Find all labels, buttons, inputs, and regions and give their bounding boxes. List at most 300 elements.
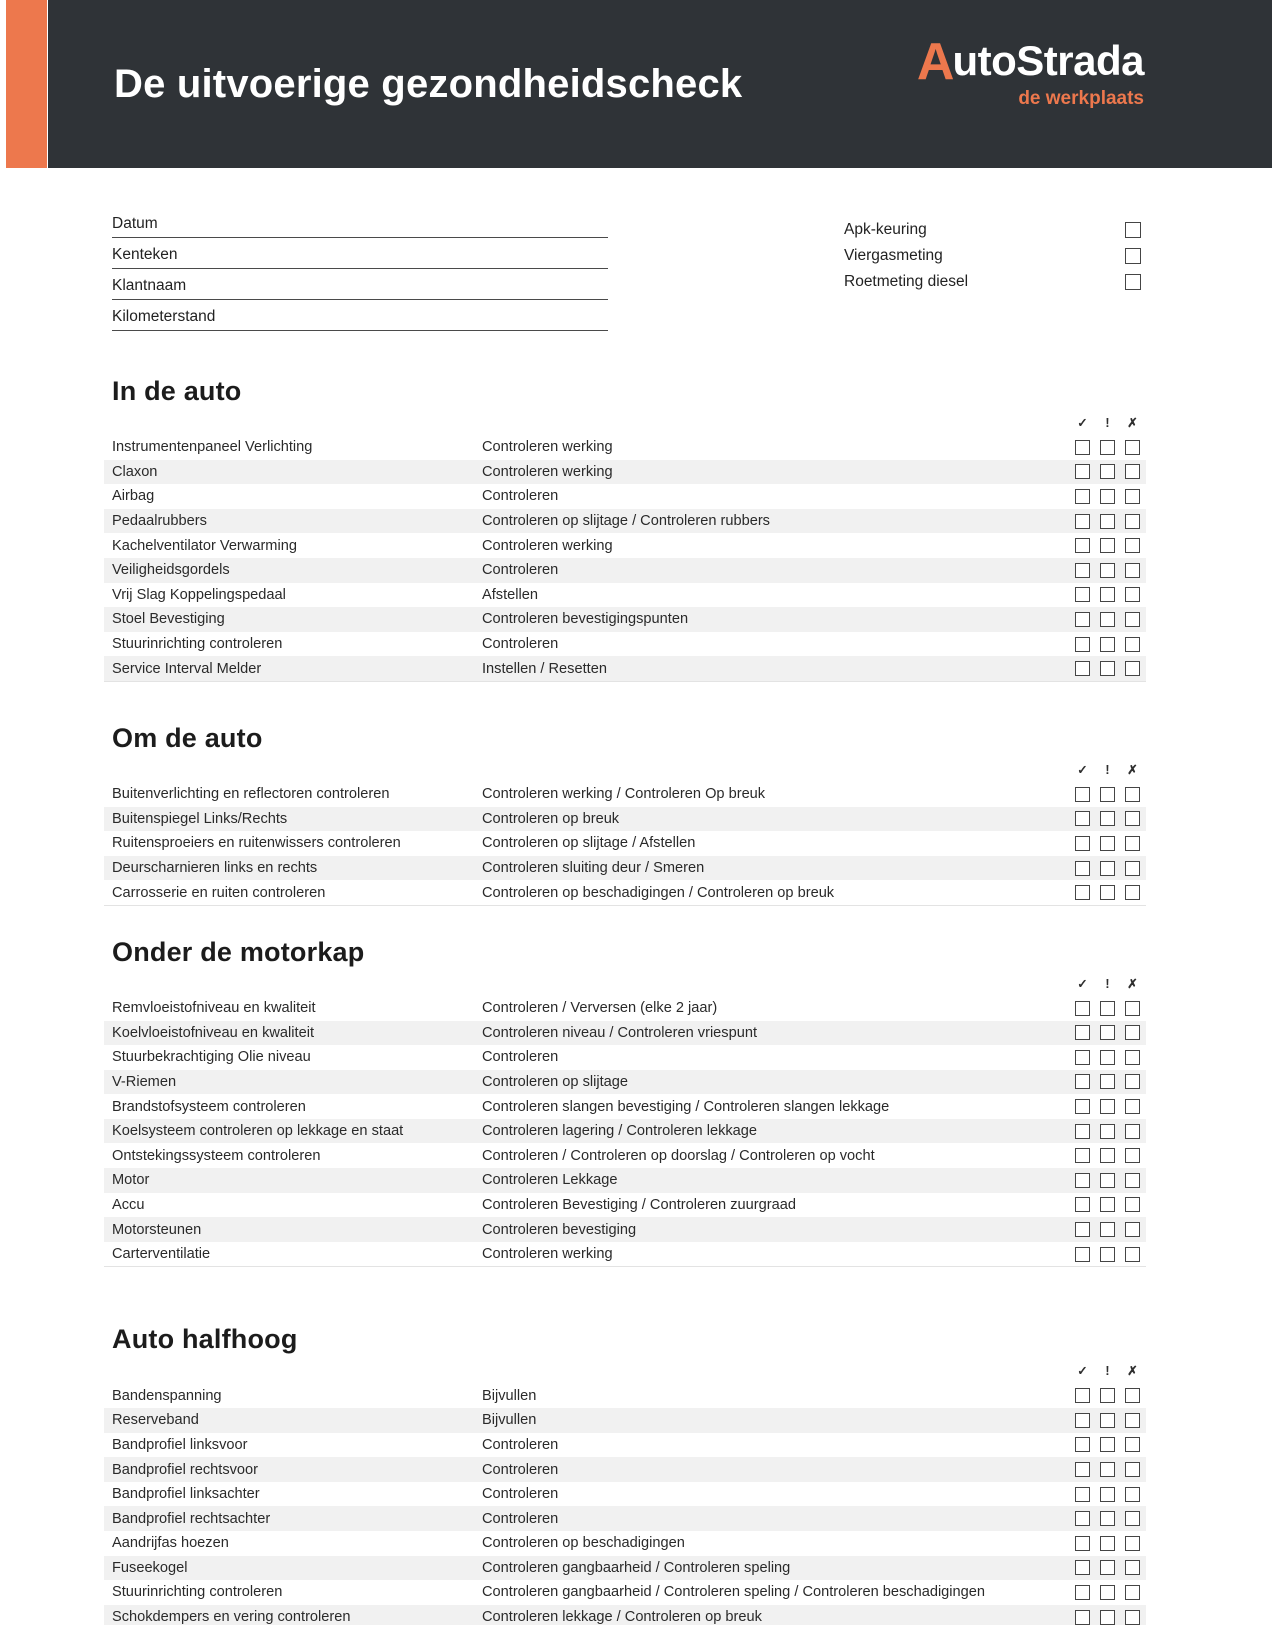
section-0 — [0, 375, 1280, 682]
ok-checkbox[interactable] — [1075, 1148, 1090, 1163]
row-action-label: Controleren werking — [482, 537, 613, 554]
attention-checkbox[interactable] — [1100, 538, 1115, 553]
fail-checkbox[interactable] — [1125, 885, 1140, 900]
attention-checkbox[interactable] — [1100, 1074, 1115, 1089]
form-fields — [112, 215, 608, 339]
ok-checkbox[interactable] — [1075, 1413, 1090, 1428]
row-item-label: Motorsteunen — [112, 1221, 202, 1238]
attention-checkbox[interactable] — [1100, 440, 1115, 455]
row-checkboxes — [1075, 1536, 1140, 1551]
extra-checkbox[interactable] — [1125, 274, 1141, 290]
section-rows — [104, 1383, 1146, 1625]
ok-checkbox[interactable] — [1075, 514, 1090, 529]
extra-check-row — [844, 243, 1141, 269]
checklist-row — [104, 460, 1146, 485]
ok-checkbox[interactable] — [1075, 1462, 1090, 1477]
fail-checkbox[interactable] — [1125, 1247, 1140, 1262]
fail-checkbox[interactable] — [1125, 1487, 1140, 1502]
field-label: Kilometerstand — [112, 308, 216, 325]
section-2 — [0, 936, 1280, 1268]
accent-stripe — [6, 0, 47, 168]
row-checkboxes — [1075, 637, 1140, 652]
ok-checkbox[interactable] — [1075, 464, 1090, 479]
attention-checkbox[interactable] — [1100, 836, 1115, 851]
checklist-row — [104, 583, 1146, 608]
row-action-label: Controleren op slijtage / Controleren rubbers — [482, 513, 770, 530]
fail-checkbox[interactable] — [1125, 1050, 1140, 1065]
fail-checkbox[interactable] — [1125, 1511, 1140, 1526]
ok-checkbox[interactable] — [1075, 861, 1090, 876]
row-item-label: Deurscharnieren links en rechts — [112, 860, 318, 877]
ok-checkbox[interactable] — [1075, 1247, 1090, 1262]
attention-checkbox[interactable] — [1100, 1511, 1115, 1526]
row-action-label: Controleren niveau / Controleren vriespunt — [482, 1024, 758, 1041]
ok-checkbox[interactable] — [1075, 1487, 1090, 1502]
fail-checkbox[interactable] — [1125, 1025, 1140, 1040]
attention-checkbox[interactable] — [1100, 464, 1115, 479]
row-checkboxes — [1075, 440, 1140, 455]
ok-checkbox[interactable] — [1075, 440, 1090, 455]
attention-checkbox[interactable] — [1100, 1222, 1115, 1237]
fail-checkbox[interactable] — [1125, 1560, 1140, 1575]
fail-checkbox[interactable] — [1125, 1148, 1140, 1163]
ok-checkbox[interactable] — [1075, 1173, 1090, 1188]
checklist-row — [104, 1143, 1146, 1168]
row-checkboxes — [1075, 1560, 1140, 1575]
checklist-row — [104, 1242, 1146, 1267]
row-action-label: Controleren bevestiging — [482, 1221, 637, 1238]
row-checkboxes — [1075, 1124, 1140, 1139]
checklist-row — [104, 807, 1146, 832]
checklist-row — [104, 435, 1146, 460]
row-item-label: Motor — [112, 1172, 150, 1189]
ok-checkbox[interactable] — [1075, 1050, 1090, 1065]
fail-checkbox[interactable] — [1125, 1001, 1140, 1016]
row-action-label: Afstellen — [482, 586, 538, 603]
attention-checkbox[interactable] — [1100, 1560, 1115, 1575]
ok-checkbox[interactable] — [1075, 811, 1090, 826]
check-icon: ✓ — [1077, 762, 1088, 777]
section-1 — [0, 722, 1280, 906]
row-action-label: Controleren / Controleren op doorslag / Controleren op vocht — [482, 1147, 875, 1164]
brand-tagline: de werkplaats — [1018, 88, 1144, 109]
fail-checkbox[interactable] — [1125, 1536, 1140, 1551]
checklist-row — [104, 1193, 1146, 1218]
row-item-label: Ruitensproeiers en ruitenwissers controleren — [112, 835, 401, 852]
cross-icon: ✗ — [1127, 1364, 1138, 1379]
check-icon: ✓ — [1077, 416, 1088, 430]
checklist-row — [104, 1383, 1146, 1408]
section-title: Auto halfhoog — [112, 1324, 298, 1355]
row-action-label: Controleren — [482, 636, 559, 653]
row-checkboxes — [1075, 464, 1140, 479]
row-item-label: Airbag — [112, 488, 155, 505]
row-action-label: Controleren werking / Controleren Op breuk — [482, 786, 766, 803]
attention-checkbox[interactable] — [1100, 1536, 1115, 1551]
row-item-label: Service Interval Melder — [112, 660, 262, 677]
row-item-label: Stuurbekrachtiging Olie niveau — [112, 1049, 311, 1066]
field-input-line[interactable] — [112, 329, 608, 331]
attention-checkbox[interactable] — [1100, 787, 1115, 802]
row-item-label: Stuurinrichting controleren — [112, 636, 283, 653]
ok-checkbox[interactable] — [1075, 1099, 1090, 1114]
row-action-label: Controleren — [482, 562, 559, 579]
row-item-label: Brandstofsysteem controleren — [112, 1098, 306, 1115]
row-action-label: Controleren lagering / Controleren lekkage — [482, 1123, 758, 1140]
row-action-label: Controleren op beschadigingen / Controleren op breuk — [482, 884, 835, 901]
row-action-label: Controleren op beschadigingen — [482, 1535, 685, 1552]
checklist-row — [104, 996, 1146, 1021]
row-item-label: Bandprofiel linksachter — [112, 1486, 260, 1503]
row-action-label: Controleren — [482, 488, 559, 505]
check-icon: ✓ — [1077, 1364, 1088, 1379]
checklist-row — [104, 1433, 1146, 1458]
checklist-row — [104, 1045, 1146, 1070]
checklist-row — [104, 533, 1146, 558]
brand-name — [916, 33, 1144, 91]
attention-checkbox[interactable] — [1100, 1388, 1115, 1403]
ok-checkbox[interactable] — [1075, 1197, 1090, 1212]
row-item-label: Remvloeistofniveau en kwaliteit — [112, 1000, 316, 1017]
attention-checkbox[interactable] — [1100, 637, 1115, 652]
section-title: Om de auto — [112, 722, 263, 753]
ok-checkbox[interactable] — [1075, 661, 1090, 676]
attention-checkbox[interactable] — [1100, 1025, 1115, 1040]
attention-checkbox[interactable] — [1100, 1173, 1115, 1188]
attention-icon: ! — [1105, 416, 1110, 430]
attention-checkbox[interactable] — [1100, 661, 1115, 676]
ok-checkbox[interactable] — [1075, 1222, 1090, 1237]
fail-checkbox[interactable] — [1125, 587, 1140, 602]
ok-checkbox[interactable] — [1075, 1025, 1090, 1040]
field-label: Datum — [112, 215, 158, 232]
check-icon: ✓ — [1077, 976, 1088, 991]
ok-checkbox[interactable] — [1075, 1124, 1090, 1139]
form-field-datum — [112, 215, 608, 238]
ok-checkbox[interactable] — [1075, 1001, 1090, 1016]
extra-checkbox[interactable] — [1125, 222, 1141, 238]
row-action-label: Bijvullen — [482, 1387, 537, 1404]
row-checkboxes — [1075, 1222, 1140, 1237]
row-item-label: Carterventilatie — [112, 1246, 211, 1263]
check-column-icons — [0, 415, 1140, 431]
fail-checkbox[interactable] — [1125, 787, 1140, 802]
ok-checkbox[interactable] — [1075, 1388, 1090, 1403]
section-3 — [0, 1323, 1280, 1625]
attention-checkbox[interactable] — [1100, 1124, 1115, 1139]
ok-checkbox[interactable] — [1075, 1610, 1090, 1625]
page-header — [48, 0, 1272, 168]
form-field-klantnaam — [112, 277, 608, 300]
ok-checkbox[interactable] — [1075, 1511, 1090, 1526]
ok-checkbox[interactable] — [1075, 1437, 1090, 1452]
row-checkboxes — [1075, 1437, 1140, 1452]
ok-checkbox[interactable] — [1075, 1536, 1090, 1551]
fail-checkbox[interactable] — [1125, 612, 1140, 627]
attention-checkbox[interactable] — [1100, 885, 1115, 900]
fail-checkbox[interactable] — [1125, 811, 1140, 826]
row-checkboxes — [1075, 563, 1140, 578]
fail-checkbox[interactable] — [1125, 464, 1140, 479]
row-item-label: Stoel Bevestiging — [112, 611, 225, 628]
extra-check-label: Viergasmeting — [844, 247, 943, 264]
fail-checkbox[interactable] — [1125, 1124, 1140, 1139]
row-action-label: Controleren Lekkage — [482, 1172, 618, 1189]
ok-checkbox[interactable] — [1075, 1074, 1090, 1089]
ok-checkbox[interactable] — [1075, 563, 1090, 578]
fail-checkbox[interactable] — [1125, 637, 1140, 652]
row-action-label: Controleren op breuk — [482, 810, 620, 827]
checklist-row — [104, 1217, 1146, 1242]
checklist-row — [104, 484, 1146, 509]
row-action-label: Controleren gangbaarheid / Controleren speling / Controleren beschadigingen — [482, 1584, 986, 1601]
attention-checkbox[interactable] — [1100, 1487, 1115, 1502]
row-action-label: Controleren — [482, 1436, 559, 1453]
field-label: Klantnaam — [112, 277, 187, 294]
row-checkboxes — [1075, 1197, 1140, 1212]
attention-checkbox[interactable] — [1100, 1050, 1115, 1065]
cross-icon: ✗ — [1127, 416, 1138, 430]
extra-check-label: Roetmeting diesel — [844, 273, 969, 290]
fail-checkbox[interactable] — [1125, 1074, 1140, 1089]
ok-checkbox[interactable] — [1075, 1560, 1090, 1575]
row-checkboxes — [1075, 538, 1140, 553]
checklist-row — [104, 1070, 1146, 1095]
attention-icon: ! — [1105, 1364, 1110, 1379]
sections — [0, 375, 1280, 1625]
field-input-line[interactable] — [112, 267, 608, 269]
checklist-row — [104, 880, 1146, 905]
extra-check-row — [844, 269, 1141, 295]
row-item-label: Instrumentenpaneel Verlichting — [112, 439, 313, 456]
row-checkboxes — [1075, 514, 1140, 529]
row-item-label: Kachelventilator Verwarming — [112, 537, 297, 554]
section-title: Onder de motorkap — [112, 936, 365, 967]
row-checkboxes — [1075, 1050, 1140, 1065]
row-checkboxes — [1075, 1148, 1140, 1163]
row-checkboxes — [1075, 1462, 1140, 1477]
checklist-row — [104, 1556, 1146, 1581]
ok-checkbox[interactable] — [1075, 836, 1090, 851]
check-column-icons — [0, 762, 1140, 778]
fail-checkbox[interactable] — [1125, 1462, 1140, 1477]
row-item-label: Reserveband — [112, 1412, 199, 1429]
row-action-label: Controleren / Verversen (elke 2 jaar) — [482, 1000, 718, 1017]
row-checkboxes — [1075, 1487, 1140, 1502]
attention-checkbox[interactable] — [1100, 1001, 1115, 1016]
attention-checkbox[interactable] — [1100, 861, 1115, 876]
attention-icon: ! — [1105, 976, 1110, 991]
fail-checkbox[interactable] — [1125, 440, 1140, 455]
row-item-label: Veiligheidsgordels — [112, 562, 230, 579]
form-area — [0, 215, 1280, 339]
row-item-label: Bandprofiel rechtsachter — [112, 1510, 271, 1527]
row-action-label: Controleren slangen bevestiging / Controleren slangen lekkage — [482, 1098, 890, 1115]
fail-checkbox[interactable] — [1125, 1197, 1140, 1212]
row-action-label: Controleren op slijtage — [482, 1073, 629, 1090]
row-item-label: Buitenspiegel Links/Rechts — [112, 810, 288, 827]
checklist-row — [104, 607, 1146, 632]
brand-name-rest: utoStrada — [952, 37, 1144, 84]
row-item-label: Bandenspanning — [112, 1387, 222, 1404]
fail-checkbox[interactable] — [1125, 1388, 1140, 1403]
form-field-kilometerstand — [112, 308, 608, 331]
brand-logo — [916, 33, 1144, 109]
row-item-label: Buitenverlichting en reflectoren controleren — [112, 786, 390, 803]
fail-checkbox[interactable] — [1125, 1222, 1140, 1237]
row-action-label: Controleren — [482, 1510, 559, 1527]
row-item-label: Stuurinrichting controleren — [112, 1584, 283, 1601]
row-action-label: Controleren werking — [482, 1246, 613, 1263]
row-item-label: Vrij Slag Koppelingspedaal — [112, 586, 286, 603]
fail-checkbox[interactable] — [1125, 836, 1140, 851]
checklist-row — [104, 1408, 1146, 1433]
attention-checkbox[interactable] — [1100, 587, 1115, 602]
row-checkboxes — [1075, 1585, 1140, 1600]
checklist-row — [104, 1605, 1146, 1625]
brand-initial: A — [916, 33, 953, 91]
fail-checkbox[interactable] — [1125, 1099, 1140, 1114]
extra-check-label: Apk-keuring — [844, 221, 927, 238]
fail-checkbox[interactable] — [1125, 1585, 1140, 1600]
ok-checkbox[interactable] — [1075, 637, 1090, 652]
ok-checkbox[interactable] — [1075, 538, 1090, 553]
row-checkboxes — [1075, 1511, 1140, 1526]
attention-checkbox[interactable] — [1100, 1247, 1115, 1262]
checklist-row — [104, 509, 1146, 534]
row-action-label: Controleren — [482, 1486, 559, 1503]
extra-checkbox[interactable] — [1125, 248, 1141, 264]
row-checkboxes — [1075, 489, 1140, 504]
attention-checkbox[interactable] — [1100, 1610, 1115, 1625]
ok-checkbox[interactable] — [1075, 587, 1090, 602]
checklist-row — [104, 1119, 1146, 1144]
row-checkboxes — [1075, 661, 1140, 676]
row-action-label: Controleren lekkage / Controleren op breuk — [482, 1609, 762, 1625]
checklist-row — [104, 1580, 1146, 1605]
row-checkboxes — [1075, 1388, 1140, 1403]
fail-checkbox[interactable] — [1125, 514, 1140, 529]
checklist-row — [104, 1482, 1146, 1507]
row-item-label: Schokdempers en vering controleren — [112, 1609, 351, 1625]
cross-icon: ✗ — [1127, 976, 1138, 991]
attention-checkbox[interactable] — [1100, 1148, 1115, 1163]
checklist-row — [104, 632, 1146, 657]
checklist-row — [104, 1021, 1146, 1046]
field-label: Kenteken — [112, 246, 178, 263]
fail-checkbox[interactable] — [1125, 861, 1140, 876]
row-item-label: Pedaalrubbers — [112, 513, 207, 530]
row-item-label: V-Riemen — [112, 1073, 177, 1090]
checklist-row — [104, 1506, 1146, 1531]
attention-checkbox[interactable] — [1100, 1197, 1115, 1212]
row-item-label: Koelsysteem controleren op lekkage en staat — [112, 1123, 404, 1140]
extra-check-row — [844, 217, 1141, 243]
attention-checkbox[interactable] — [1100, 1413, 1115, 1428]
attention-checkbox[interactable] — [1100, 1585, 1115, 1600]
row-item-label: Claxon — [112, 463, 158, 480]
checklist-row — [104, 1457, 1146, 1482]
row-item-label: Ontstekingssysteem controleren — [112, 1147, 321, 1164]
attention-icon: ! — [1105, 762, 1110, 777]
field-input-line[interactable] — [112, 298, 608, 300]
row-item-label: Koelvloeistofniveau en kwaliteit — [112, 1024, 314, 1041]
row-checkboxes — [1075, 885, 1140, 900]
cross-icon: ✗ — [1127, 762, 1138, 777]
row-checkboxes — [1075, 1413, 1140, 1428]
fail-checkbox[interactable] — [1125, 1173, 1140, 1188]
row-action-label: Controleren bevestigingspunten — [482, 611, 689, 628]
ok-checkbox[interactable] — [1075, 489, 1090, 504]
row-checkboxes — [1075, 787, 1140, 802]
checklist-row — [104, 1168, 1146, 1193]
attention-checkbox[interactable] — [1100, 811, 1115, 826]
checklist-row — [104, 782, 1146, 807]
row-action-label: Controleren op slijtage / Afstellen — [482, 835, 696, 852]
row-action-label: Controleren — [482, 1049, 559, 1066]
row-checkboxes — [1075, 861, 1140, 876]
checklist-row — [104, 856, 1146, 881]
fail-checkbox[interactable] — [1125, 1437, 1140, 1452]
fail-checkbox[interactable] — [1125, 563, 1140, 578]
row-checkboxes — [1075, 1099, 1140, 1114]
row-checkboxes — [1075, 1173, 1140, 1188]
fail-checkbox[interactable] — [1125, 489, 1140, 504]
section-title: In de auto — [112, 376, 242, 406]
ok-checkbox[interactable] — [1075, 787, 1090, 802]
check-column-icons — [0, 976, 1140, 992]
checklist-row — [104, 558, 1146, 583]
row-checkboxes — [1075, 1025, 1140, 1040]
attention-checkbox[interactable] — [1100, 1099, 1115, 1114]
checklist-row — [104, 656, 1146, 681]
section-rows — [104, 435, 1146, 682]
row-checkboxes — [1075, 587, 1140, 602]
field-input-line[interactable] — [112, 236, 608, 238]
fail-checkbox[interactable] — [1125, 538, 1140, 553]
row-action-label: Controleren gangbaarheid / Controleren speling — [482, 1559, 791, 1576]
ok-checkbox[interactable] — [1075, 612, 1090, 627]
row-checkboxes — [1075, 1247, 1140, 1262]
fail-checkbox[interactable] — [1125, 1413, 1140, 1428]
fail-checkbox[interactable] — [1125, 1610, 1140, 1625]
row-checkboxes — [1075, 1001, 1140, 1016]
row-action-label: Controleren — [482, 1461, 559, 1478]
ok-checkbox[interactable] — [1075, 885, 1090, 900]
row-action-label: Instellen / Resetten — [482, 660, 607, 677]
fail-checkbox[interactable] — [1125, 661, 1140, 676]
row-item-label: Carrosserie en ruiten controleren — [112, 884, 326, 901]
attention-checkbox[interactable] — [1100, 514, 1115, 529]
ok-checkbox[interactable] — [1075, 1585, 1090, 1600]
row-checkboxes — [1075, 811, 1140, 826]
row-action-label: Controleren werking — [482, 463, 613, 480]
row-checkboxes — [1075, 836, 1140, 851]
attention-checkbox[interactable] — [1100, 1437, 1115, 1452]
page-title: De uitvoerige gezondheidscheck — [114, 61, 743, 106]
attention-checkbox[interactable] — [1100, 1462, 1115, 1477]
attention-checkbox[interactable] — [1100, 489, 1115, 504]
row-item-label: Bandprofiel linksvoor — [112, 1436, 248, 1453]
row-item-label: Bandprofiel rechtsvoor — [112, 1461, 259, 1478]
form-field-kenteken — [112, 246, 608, 269]
attention-checkbox[interactable] — [1100, 612, 1115, 627]
row-action-label: Controleren sluiting deur / Smeren — [482, 860, 705, 877]
extra-checks — [844, 215, 1141, 339]
checklist-row — [104, 1094, 1146, 1119]
attention-checkbox[interactable] — [1100, 563, 1115, 578]
row-action-label: Bijvullen — [482, 1412, 537, 1429]
